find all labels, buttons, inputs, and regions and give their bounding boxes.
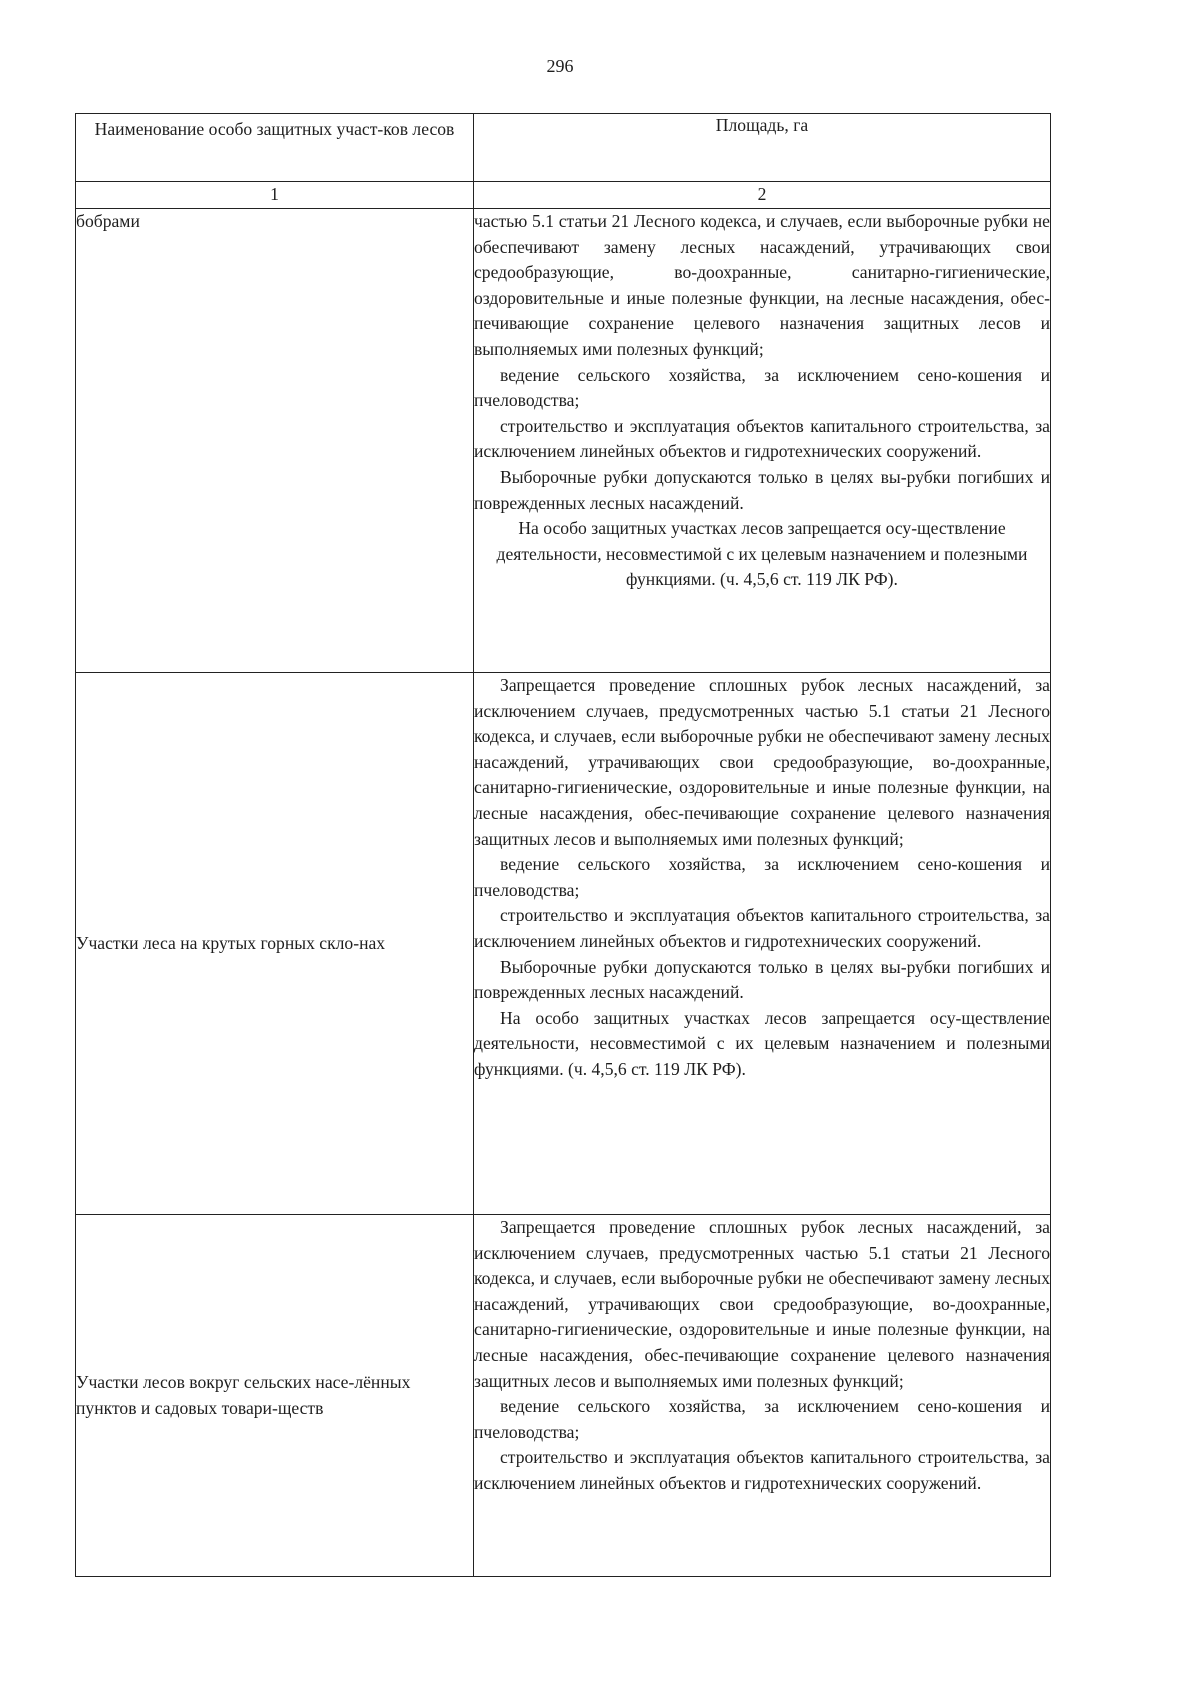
table-header-row: [76, 114, 1051, 182]
paragraph: строительство и эксплуатация объектов капитального строительства, за исключением линейных объектов и гидротехнических сооружений.: [474, 905, 1050, 951]
header-area-column: Площадь, га: [474, 114, 1051, 182]
paragraph: строительство и эксплуатация объектов капитального строительства, за исключением линейных объектов и гидротехнических сооружений.: [474, 1447, 1050, 1493]
area-description: [474, 673, 1051, 1215]
column-number: 1: [76, 182, 474, 209]
forest-areas-table: [75, 113, 1051, 1577]
area-description: [474, 1215, 1051, 1577]
table-row: [76, 1215, 1051, 1577]
paragraph: частью 5.1 статьи 21 Лесного кодекса, и случаев, если выборочные рубки не обеспечивают замену лесных насаждений, утрачивающих свои средообразующие, во-доохранные, санитарно-гигиенические, оздоровительные и иные полезные функции, на лесные насаждения, обес-печивающие сохранение целевого назначения защитных лесов и выполняемых ими полезных функций;: [474, 211, 1050, 359]
area-description: [474, 209, 1051, 673]
paragraph: ведение сельского хозяйства, за исключением сено-кошения и пчеловодства;: [474, 364, 1050, 411]
paragraph: ведение сельского хозяйства, за исключением сено-кошения и пчеловодства;: [474, 1396, 1050, 1442]
paragraph: На особо защитных участках лесов запрещается осу-ществление деятельности, несовместимой с их целевым назначением и полезными функциями. (ч. 4,5,6 ст. 119 ЛК РФ).: [474, 1007, 1050, 1079]
paragraph: На особо защитных участках лесов запрещается осу-ществление деятельности, несовместимой с их целевым назначением и полезными функциями. (ч. 4,5,6 ст. 119 ЛК РФ).: [496, 518, 1028, 590]
column-numbers-row: [76, 182, 1051, 209]
area-name: Участки лесов вокруг сельских насе-лённых пунктов и садовых товари-ществ: [76, 1215, 474, 1577]
table-row: [76, 673, 1051, 1215]
paragraph: Запрещается проведение сплошных рубок лесных насаждений, за исключением случаев, предусмотренных частью 5.1 статьи 21 Лесного кодекса, и случаев, если выборочные рубки не обеспечивают замену лесных насаждений, утрачивающих свои средообразующие, во-доохранные, санитарно-гигиенические, оздоровительные и иные полезные функции, на лесные насаждения, обес-печивающие сохранение целевого назначения защитных лесов и выполняемых ими полезных функций;: [474, 1217, 1050, 1391]
area-name: бобрами: [76, 209, 474, 673]
paragraph: ведение сельского хозяйства, за исключением сено-кошения и пчеловодства;: [474, 854, 1050, 900]
column-number: 2: [474, 182, 1051, 209]
paragraph: строительство и эксплуатация объектов капитального строительства, за исключением линейных объектов и гидротехнических сооружений.: [474, 415, 1050, 462]
page-number: 296: [546, 56, 574, 76]
paragraph: Запрещается проведение сплошных рубок лесных насаждений, за исключением случаев, предусмотренных частью 5.1 статьи 21 Лесного кодекса, и случаев, если выборочные рубки не обеспечивают замену лесных насаждений, утрачивающих свои средообразующие, во-доохранные, санитарно-гигиенические, оздоровительные и иные полезные функции, на лесные насаждения, обес-печивающие сохранение целевого назначения защитных лесов и выполняемых ими полезных функций;: [474, 675, 1050, 849]
area-name: Участки леса на крутых горных скло-нах: [76, 673, 474, 1215]
paragraph: Выборочные рубки допускаются только в целях вы-рубки погибших и поврежденных лесных насаждений.: [474, 466, 1050, 513]
paragraph: Выборочные рубки допускаются только в целях вы-рубки погибших и поврежденных лесных насаждений.: [474, 956, 1050, 1003]
header-name-column: Наименование особо защитных участ-ков лесов: [76, 114, 474, 182]
table-row: [76, 209, 1051, 673]
